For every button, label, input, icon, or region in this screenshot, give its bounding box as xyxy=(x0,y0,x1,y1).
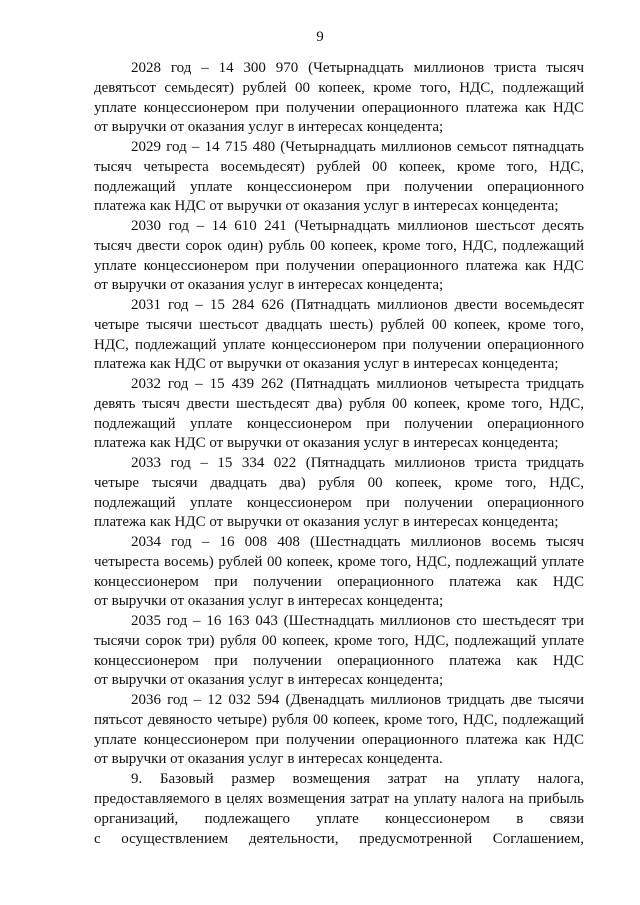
text-line: 2032 год – 15 439 262 (Пятнадцать миллионов четыреста тридцать xyxy=(131,376,584,392)
text-line: тысячи сорок три) рубля 00 копеек, кроме того, НДС, подлежащий уплате xyxy=(94,633,584,649)
text-line: с осуществлением деятельности, предусмотренной Соглашением, xyxy=(94,831,584,847)
text-line: платежа как НДС от выручки от оказания услуг в интересах концедента; xyxy=(94,514,559,530)
text-line: четыреста восемь) рублей 00 копеек, кроме того, НДС, подлежащий уплате xyxy=(94,554,584,570)
text-line: четыре тысячи шестьсот двадцать шесть) рублей 00 копеек, кроме того, xyxy=(94,317,584,333)
text-line: от выручки от оказания услуг в интересах концедента. xyxy=(94,751,443,767)
text-line: 2031 год – 15 284 626 (Пятнадцать миллионов двести восемьдесят xyxy=(131,297,584,313)
text-line: 2033 год – 15 334 022 (Пятнадцать миллионов триста тридцать xyxy=(131,455,584,471)
text-line: тысяч четыреста восемьдесят) рублей 00 копеек, кроме того, НДС, xyxy=(94,159,584,175)
text-line: 9. Базовый размер возмещения затрат на уплату налога, xyxy=(131,771,584,787)
page-number: 9 xyxy=(316,29,324,45)
text-line: пятьсот девяносто четыре) рубля 00 копеек, кроме того, НДС, подлежащий xyxy=(94,712,584,728)
text-line: организаций, подлежащего уплате концессионером в связи xyxy=(94,811,584,827)
text-line: концессионером при получении операционного платежа как НДС xyxy=(94,574,584,590)
text-line: подлежащий уплате концессионером при получении операционного xyxy=(94,179,584,195)
text-line: от выручки от оказания услуг в интересах концедента; xyxy=(94,277,444,293)
text-line: 2035 год – 16 163 043 (Шестнадцать миллионов сто шестьдесят три xyxy=(131,613,584,629)
text-line: концессионером при получении операционного платежа как НДС xyxy=(94,653,584,669)
text-line: девятьсот семьдесят) рублей 00 копеек, кроме того, НДС, подлежащий xyxy=(94,80,584,96)
text-line: от выручки от оказания услуг в интересах концедента; xyxy=(94,672,444,688)
text-line: уплате концессионером при получении операционного платежа как НДС xyxy=(94,100,584,116)
text-line: подлежащий уплате концессионером при получении операционного xyxy=(94,495,584,511)
text-line: 2028 год – 14 300 970 (Четырнадцать миллионов триста тысяч xyxy=(131,60,584,76)
text-line: девять тысяч двести шестьдесят два) рубля 00 копеек, кроме того, НДС, xyxy=(94,396,584,412)
text-line: подлежащий уплате концессионером при получении операционного xyxy=(94,416,584,432)
text-line: уплате концессионером при получении операционного платежа как НДС xyxy=(94,732,584,748)
text-line: от выручки от оказания услуг в интересах концедента; xyxy=(94,593,444,609)
text-line: платежа как НДС от выручки от оказания услуг в интересах концедента; xyxy=(94,198,559,214)
text-line: 2030 год – 14 610 241 (Четырнадцать миллионов шестьсот десять xyxy=(131,218,584,234)
text-line: от выручки от оказания услуг в интересах концедента; xyxy=(94,119,444,135)
text-line: тысяч двести сорок один) рубль 00 копеек, кроме того, НДС, подлежащий xyxy=(94,238,584,254)
text-line: платежа как НДС от выручки от оказания услуг в интересах концедента; xyxy=(94,356,559,372)
text-line: платежа как НДС от выручки от оказания услуг в интересах концедента; xyxy=(94,435,559,451)
text-line: 2036 год – 12 032 594 (Двенадцать миллионов тридцать две тысячи xyxy=(131,692,584,708)
text-line: уплате концессионером при получении операционного платежа как НДС xyxy=(94,258,584,274)
text-line: предоставляемого в целях возмещения затрат на уплату налога на прибыль xyxy=(94,791,584,807)
text-line: 2029 год – 14 715 480 (Четырнадцать миллионов семьсот пятнадцать xyxy=(131,139,584,155)
text-line: 2034 год – 16 008 408 (Шестнадцать миллионов восемь тысяч xyxy=(131,534,584,550)
text-line: четыре тысячи двадцать два) рубля 00 копеек, кроме того, НДС, xyxy=(94,475,584,491)
text-line: НДС, подлежащий уплате концессионером при получении операционного xyxy=(94,337,584,353)
